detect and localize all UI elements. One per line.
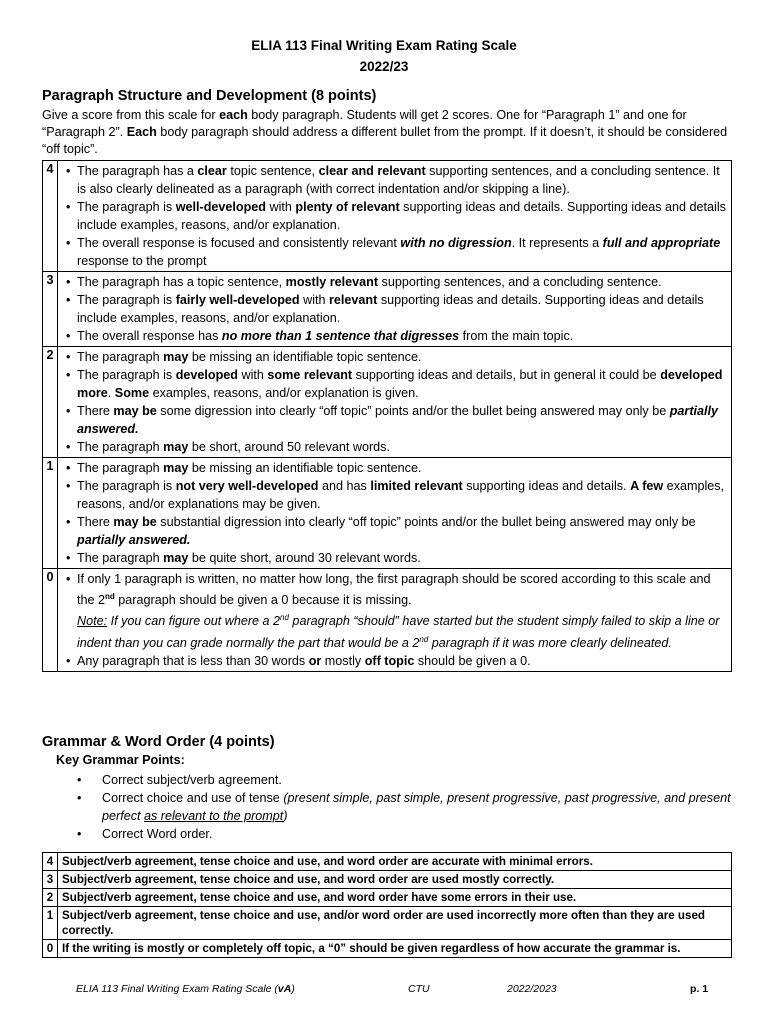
footer-document-title: ELIA 113 Final Writing Exam Rating Scale (vA)	[76, 983, 295, 995]
paragraph-rubric-table	[42, 160, 732, 672]
paragraph-section-heading: Paragraph Structure and Development (8 points)	[42, 88, 377, 104]
grammar-description: Subject/verb agreement, tense choice and use, and word order have some errors in their use.	[58, 889, 732, 907]
grammar-row-1	[43, 907, 732, 940]
grammar-row-3	[43, 871, 732, 889]
rubric-row-3	[43, 272, 732, 347]
grammar-section-heading: Grammar & Word Order (4 points)	[42, 734, 275, 750]
rubric-description	[58, 458, 732, 569]
rubric-row-0	[43, 569, 732, 672]
rubric-bullet: • If only 1 paragraph is written, no matter how long, the first paragraph should be scored according to this scale and the 2nd paragraph should be given a 0 because it is missing. Note: If you can figure out where a 2nd paragraph “should” have started but the student simply failed to skip a line or indent than you can grade normally the part that would be a 2nd paragraph if it was more clearly delineated.	[77, 570, 727, 652]
rubric-score: 1	[43, 458, 58, 569]
document-title: ELIA 113 Final Writing Exam Rating Scale	[251, 38, 517, 53]
rubric-bullet: • The paragraph may be missing an identifiable topic sentence.	[77, 348, 727, 366]
rubric-row-1	[43, 458, 732, 569]
grammar-score: 2	[43, 889, 58, 907]
rubric-bullet: • The paragraph is not very well-developed and has limited relevant supporting ideas and details. A few examples, reasons, and/or explanations may be given.	[77, 477, 727, 513]
rubric-description	[58, 272, 732, 347]
rubric-description	[58, 569, 732, 672]
rubric-row-2	[43, 347, 732, 458]
grammar-description: Subject/verb agreement, tense choice and use, and/or word order are used incorrectly more often than they are used correctly.	[58, 907, 732, 940]
grammar-point: • Correct choice and use of tense (present simple, past simple, present progressive, past progressive, and present perfect as relevant to the prompt)	[102, 789, 732, 825]
rubric-bullet: • The paragraph is developed with some relevant supporting ideas and details, but in general it could be developed more. Some examples, reasons, and/or explanation is given.	[77, 366, 727, 402]
grammar-score: 3	[43, 871, 58, 889]
document-year: 2022/23	[359, 59, 409, 74]
grammar-score: 1	[43, 907, 58, 940]
grammar-description: If the writing is mostly or completely off topic, a “0” should be given regardless of how accurate the grammar is.	[58, 940, 732, 958]
grammar-score: 4	[43, 853, 58, 871]
grammar-row-2	[43, 889, 732, 907]
rubric-bullet: • The paragraph is fairly well-developed with relevant supporting ideas and details. Supporting ideas and details include examples, reasons, and/or explanation.	[77, 291, 727, 327]
rubric-bullet: • The overall response is focused and consistently relevant with no digression. It represents a full and appropriate response to the prompt	[77, 234, 727, 270]
footer-year: 2022/2023	[507, 983, 557, 995]
rubric-bullet: • There may be substantial digression into clearly “off topic” points and/or the bullet being answered may only be partially answered.	[77, 513, 727, 549]
rubric-bullet: • The overall response has no more than 1 sentence that digresses from the main topic.	[77, 327, 727, 345]
grammar-row-0	[43, 940, 732, 958]
footer-page-number: p. 1	[690, 983, 709, 995]
rubric-description	[58, 347, 732, 458]
rubric-score: 0	[43, 569, 58, 672]
rubric-bullet: • The paragraph is well-developed with plenty of relevant supporting ideas and details. Supporting ideas and details include examples, reasons, and/or explanation.	[77, 198, 727, 234]
paragraph-section-intro: Give a score from this scale for each body paragraph. Students will get 2 scores. One for “Paragraph 1” and one for “Paragraph 2”. Each body paragraph should address a different bullet from the prompt. If it doesn’t, it should be considered “off topic”.	[42, 108, 728, 156]
rubric-bullet: • There may be some digression into clearly “off topic” points and/or the bullet being answered may only be partially answered.	[77, 402, 727, 438]
grammar-score: 0	[43, 940, 58, 958]
key-grammar-points-label: Key Grammar Points:	[56, 753, 185, 767]
rubric-bullet: • The paragraph has a clear topic sentence, clear and relevant supporting sentences, and a concluding sentence. It is also clearly delineated as a paragraph (with correct indentation and/or skipping a line).	[77, 162, 727, 198]
grammar-row-4	[43, 853, 732, 871]
grammar-rubric-table	[42, 852, 732, 958]
grammar-point: • Correct Word order.	[102, 825, 732, 843]
rubric-row-4	[43, 161, 732, 272]
rubric-description	[58, 161, 732, 272]
rubric-score: 4	[43, 161, 58, 272]
grammar-description: Subject/verb agreement, tense choice and use, and word order are accurate with minimal errors.	[58, 853, 732, 871]
rubric-score: 2	[43, 347, 58, 458]
rubric-bullet: • The paragraph may be short, around 50 relevant words.	[77, 438, 727, 456]
footer-org: CTU	[408, 983, 430, 995]
grammar-point: • Correct subject/verb agreement.	[102, 771, 732, 789]
rubric-bullet: • The paragraph has a topic sentence, mostly relevant supporting sentences, and a concluding sentence.	[77, 273, 727, 291]
key-grammar-points-list	[102, 771, 732, 843]
grammar-description: Subject/verb agreement, tense choice and use, and word order are used mostly correctly.	[58, 871, 732, 889]
rubric-bullet: • The paragraph may be missing an identifiable topic sentence.	[77, 459, 727, 477]
rubric-bullet: • Any paragraph that is less than 30 words or mostly off topic should be given a 0.	[77, 652, 727, 670]
rubric-score: 3	[43, 272, 58, 347]
rubric-bullet: • The paragraph may be quite short, around 30 relevant words.	[77, 549, 727, 567]
